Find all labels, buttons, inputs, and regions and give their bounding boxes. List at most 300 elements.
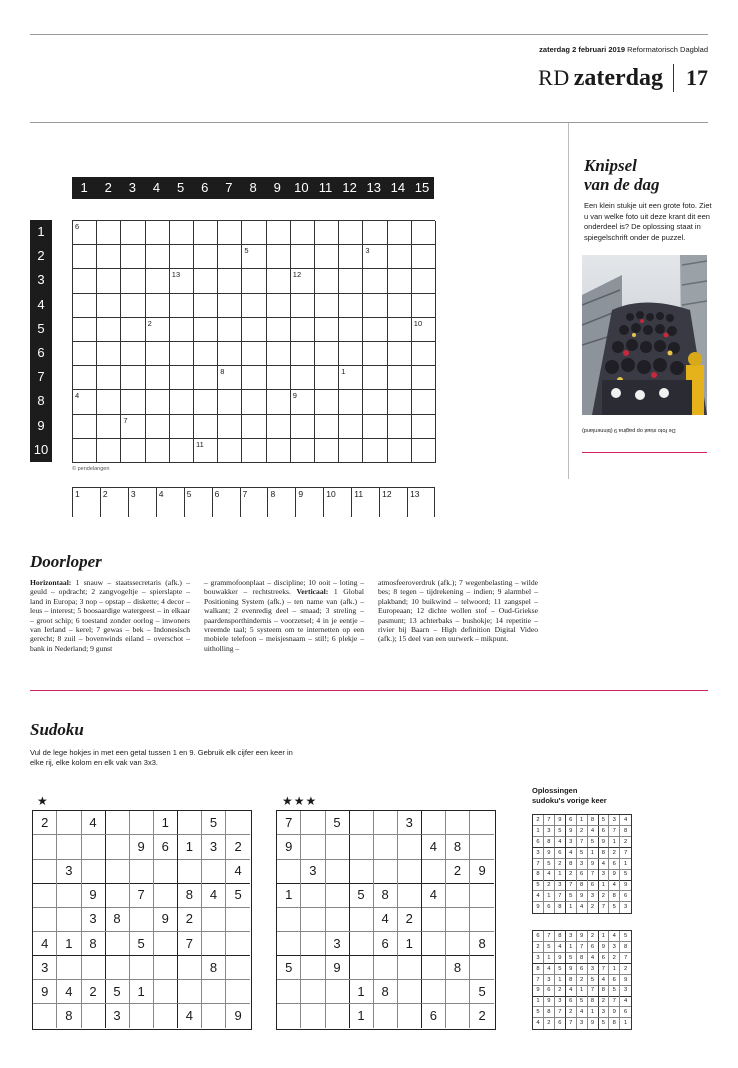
crossword-cell[interactable] (291, 439, 315, 463)
crossword-cell[interactable] (194, 318, 218, 342)
sudoku-cell[interactable] (470, 811, 494, 835)
crossword-cell[interactable] (267, 318, 291, 342)
crossword-cell[interactable] (315, 415, 339, 439)
crossword-cell[interactable] (121, 415, 145, 439)
crossword-cell[interactable] (170, 318, 194, 342)
crossword-cell[interactable] (339, 390, 363, 414)
crossword-cell[interactable] (194, 342, 218, 366)
sudoku-cell[interactable] (178, 811, 202, 835)
crossword-cell[interactable] (218, 221, 242, 245)
sudoku-cell[interactable] (470, 956, 494, 980)
solution-cell[interactable] (295, 488, 323, 517)
crossword-cell[interactable] (291, 342, 315, 366)
sudoku-cell[interactable] (373, 835, 397, 859)
crossword-cell[interactable] (339, 366, 363, 390)
sudoku-cell[interactable]: 1 (398, 932, 422, 956)
sudoku-cell[interactable]: 8 (373, 980, 397, 1004)
sudoku-cell[interactable] (349, 932, 373, 956)
crossword-cell[interactable] (363, 294, 387, 318)
sudoku-cell[interactable]: 4 (373, 907, 397, 931)
crossword-cell[interactable] (315, 318, 339, 342)
crossword-cell[interactable] (242, 318, 266, 342)
sudoku-cell[interactable] (105, 932, 129, 956)
sudoku-cell[interactable]: 5 (277, 956, 301, 980)
crossword-cell[interactable] (291, 415, 315, 439)
sudoku-cell[interactable]: 5 (226, 883, 250, 907)
sudoku-cell[interactable] (325, 980, 349, 1004)
sudoku-cell[interactable] (301, 811, 325, 835)
crossword-cell[interactable] (388, 294, 412, 318)
crossword-cell[interactable] (170, 390, 194, 414)
solution-cell[interactable] (72, 488, 100, 517)
sudoku-cell[interactable]: 3 (202, 835, 226, 859)
crossword-cell[interactable] (73, 294, 97, 318)
sudoku-cell[interactable] (202, 980, 226, 1004)
sudoku-cell[interactable]: 8 (178, 883, 202, 907)
sudoku-cell[interactable] (446, 1004, 470, 1028)
crossword-cell[interactable] (146, 269, 170, 293)
sudoku-cell[interactable] (33, 883, 57, 907)
sudoku-cell[interactable] (301, 956, 325, 980)
crossword-cell[interactable] (73, 221, 97, 245)
crossword-cell[interactable] (97, 294, 121, 318)
sudoku-cell[interactable] (422, 980, 446, 1004)
sudoku-cell[interactable] (277, 859, 301, 883)
crossword-cell[interactable] (291, 390, 315, 414)
sudoku-cell[interactable] (57, 883, 81, 907)
sudoku-cell[interactable] (226, 980, 250, 1004)
crossword-cell[interactable] (146, 415, 170, 439)
sudoku-cell[interactable] (57, 907, 81, 931)
sudoku-cell[interactable] (154, 1004, 178, 1028)
sudoku-cell[interactable] (33, 859, 57, 883)
crossword-grid[interactable] (72, 220, 435, 463)
crossword-cell[interactable] (121, 269, 145, 293)
crossword-cell[interactable] (170, 439, 194, 463)
sudoku-cell[interactable]: 8 (81, 932, 105, 956)
crossword-cell[interactable] (218, 439, 242, 463)
sudoku-cell[interactable]: 5 (105, 980, 129, 1004)
crossword-cell[interactable] (363, 221, 387, 245)
crossword-cell[interactable] (291, 221, 315, 245)
sudoku-cell[interactable]: 4 (33, 932, 57, 956)
crossword-cell[interactable] (194, 221, 218, 245)
crossword-cell[interactable] (412, 415, 436, 439)
sudoku-cell[interactable]: 5 (470, 980, 494, 1004)
sudoku-cell[interactable] (33, 1004, 57, 1028)
crossword-cell[interactable] (388, 415, 412, 439)
sudoku-cell[interactable] (373, 859, 397, 883)
crossword-cell[interactable] (315, 269, 339, 293)
sudoku-cell[interactable] (446, 811, 470, 835)
sudoku-cell[interactable] (129, 811, 153, 835)
crossword-cell[interactable] (97, 366, 121, 390)
crossword-cell[interactable] (363, 390, 387, 414)
crossword-cell[interactable] (242, 245, 266, 269)
sudoku-cell[interactable]: 1 (154, 811, 178, 835)
crossword-cell[interactable] (363, 366, 387, 390)
sudoku-cell[interactable]: 3 (57, 859, 81, 883)
solution-cell[interactable] (323, 488, 351, 517)
crossword-cell[interactable] (242, 342, 266, 366)
crossword-cell[interactable] (339, 221, 363, 245)
sudoku-cell[interactable] (349, 956, 373, 980)
sudoku-cell[interactable]: 9 (234, 1007, 242, 1023)
sudoku-cell[interactable] (349, 859, 373, 883)
crossword-cell[interactable] (339, 439, 363, 463)
crossword-cell[interactable] (194, 269, 218, 293)
sudoku-cell[interactable] (398, 956, 422, 980)
sudoku-cell[interactable]: 3 (301, 859, 325, 883)
crossword-cell[interactable] (121, 294, 145, 318)
crossword-cell[interactable] (242, 221, 266, 245)
solution-cell[interactable] (156, 488, 184, 517)
crossword-cell[interactable] (97, 245, 121, 269)
sudoku-cell[interactable] (129, 859, 153, 883)
sudoku-cell[interactable] (325, 883, 349, 907)
sudoku-cell[interactable]: 2 (33, 811, 57, 835)
crossword-cell[interactable] (267, 415, 291, 439)
crossword-cell[interactable] (412, 245, 436, 269)
sudoku-cell[interactable] (33, 907, 57, 931)
crossword-cell[interactable] (121, 342, 145, 366)
crossword-cell[interactable] (73, 415, 97, 439)
sudoku-cell[interactable]: 8 (202, 956, 226, 980)
sudoku-cell[interactable]: 9 (154, 907, 178, 931)
sudoku-cell[interactable] (373, 811, 397, 835)
sudoku-cell[interactable] (178, 956, 202, 980)
crossword-cell[interactable] (242, 269, 266, 293)
crossword-cell[interactable] (267, 390, 291, 414)
crossword-cell[interactable] (363, 415, 387, 439)
sudoku-cell[interactable] (277, 907, 301, 931)
crossword-cell[interactable] (388, 318, 412, 342)
crossword-cell[interactable] (121, 221, 145, 245)
sudoku-cell[interactable] (129, 1004, 153, 1028)
crossword-cell[interactable] (339, 415, 363, 439)
crossword-cell[interactable] (242, 390, 266, 414)
sudoku-cell[interactable]: 4 (178, 1004, 202, 1028)
sudoku-cell[interactable]: 9 (81, 883, 105, 907)
solution-cell[interactable] (240, 488, 268, 517)
crossword-cell[interactable] (121, 245, 145, 269)
crossword-cell[interactable] (218, 342, 242, 366)
crossword-cell[interactable] (363, 318, 387, 342)
sudoku-puzzle-2[interactable] (276, 810, 496, 1030)
crossword-cell[interactable] (194, 245, 218, 269)
sudoku-cell[interactable] (373, 1004, 397, 1028)
sudoku-cell[interactable] (301, 907, 325, 931)
sudoku-cell[interactable] (154, 932, 178, 956)
crossword-cell[interactable] (73, 269, 97, 293)
crossword-cell[interactable] (146, 342, 170, 366)
crossword-cell[interactable] (73, 318, 97, 342)
sudoku-cell[interactable]: 7 (277, 811, 301, 835)
crossword-cell[interactable] (412, 318, 436, 342)
sudoku-cell[interactable] (226, 811, 250, 835)
sudoku-cell[interactable] (398, 1004, 422, 1028)
sudoku-cell[interactable]: 8 (373, 883, 397, 907)
sudoku-cell[interactable]: 2 (446, 859, 470, 883)
sudoku-cell[interactable]: 1 (57, 932, 81, 956)
crossword-cell[interactable] (170, 221, 194, 245)
sudoku-cell[interactable] (226, 956, 250, 980)
sudoku-cell[interactable] (422, 811, 446, 835)
solution-cell[interactable] (100, 488, 128, 517)
crossword-cell[interactable] (267, 294, 291, 318)
crossword-cell[interactable] (363, 245, 387, 269)
sudoku-cell[interactable] (398, 980, 422, 1004)
crossword-cell[interactable] (194, 294, 218, 318)
crossword-cell[interactable] (170, 342, 194, 366)
sudoku-cell[interactable]: 7 (129, 883, 153, 907)
sudoku-cell[interactable] (202, 907, 226, 931)
crossword-cell[interactable] (267, 269, 291, 293)
crossword-cell[interactable] (315, 439, 339, 463)
crossword-cell[interactable] (339, 245, 363, 269)
sudoku-cell[interactable] (105, 811, 129, 835)
crossword-cell[interactable] (194, 415, 218, 439)
crossword-cell[interactable] (388, 245, 412, 269)
sudoku-cell[interactable] (105, 859, 129, 883)
crossword-cell[interactable] (412, 390, 436, 414)
sudoku-cell[interactable] (277, 932, 301, 956)
sudoku-cell[interactable]: 6 (373, 932, 397, 956)
crossword-cell[interactable] (412, 294, 436, 318)
crossword-cell[interactable] (267, 366, 291, 390)
crossword-cell[interactable] (170, 294, 194, 318)
crossword-cell[interactable] (291, 245, 315, 269)
crossword-cell[interactable] (146, 366, 170, 390)
sudoku-cell[interactable]: 9 (470, 859, 494, 883)
sudoku-cell[interactable] (154, 859, 178, 883)
sudoku-cell[interactable] (422, 907, 446, 931)
sudoku-cell[interactable] (422, 956, 446, 980)
sudoku-cell[interactable] (301, 932, 325, 956)
sudoku-cell[interactable] (422, 859, 446, 883)
crossword-cell[interactable] (97, 439, 121, 463)
crossword-cell[interactable] (315, 390, 339, 414)
crossword-cell[interactable] (412, 439, 436, 463)
sudoku-cell[interactable] (105, 883, 129, 907)
crossword-cell[interactable] (73, 342, 97, 366)
crossword-cell[interactable] (121, 366, 145, 390)
sudoku-cell[interactable]: 8 (57, 1004, 81, 1028)
sudoku-cell[interactable] (446, 932, 470, 956)
sudoku-cell[interactable] (470, 907, 494, 931)
crossword-cell[interactable] (315, 221, 339, 245)
crossword-cell[interactable] (146, 221, 170, 245)
sudoku-cell[interactable] (446, 980, 470, 1004)
crossword-cell[interactable] (170, 269, 194, 293)
sudoku-cell[interactable] (349, 907, 373, 931)
sudoku-cell[interactable] (277, 980, 301, 1004)
crossword-cell[interactable] (170, 366, 194, 390)
crossword-cell[interactable] (412, 269, 436, 293)
crossword-cell[interactable] (363, 439, 387, 463)
sudoku-cell[interactable] (105, 835, 129, 859)
sudoku-cell[interactable]: 6 (154, 835, 178, 859)
sudoku-cell[interactable] (349, 811, 373, 835)
crossword-cell[interactable] (363, 342, 387, 366)
sudoku-cell[interactable] (325, 859, 349, 883)
sudoku-cell[interactable]: 5 (349, 883, 373, 907)
crossword-cell[interactable] (291, 269, 315, 293)
sudoku-cell[interactable]: 9 (325, 956, 349, 980)
sudoku-cell[interactable] (81, 835, 105, 859)
crossword-cell[interactable] (339, 318, 363, 342)
sudoku-cell[interactable]: 4 (202, 883, 226, 907)
sudoku-cell[interactable]: 4 (81, 811, 105, 835)
sudoku-cell[interactable] (202, 932, 226, 956)
sudoku-cell[interactable] (202, 859, 226, 883)
sudoku-puzzle-1[interactable] (32, 810, 252, 1030)
sudoku-cell[interactable]: 9 (129, 835, 153, 859)
crossword-cell[interactable] (315, 245, 339, 269)
sudoku-cell[interactable]: 3 (398, 811, 422, 835)
crossword-cell[interactable] (121, 390, 145, 414)
sudoku-cell[interactable] (105, 956, 129, 980)
crossword-cell[interactable] (146, 245, 170, 269)
crossword-cell[interactable] (97, 342, 121, 366)
crossword-cell[interactable] (73, 390, 97, 414)
sudoku-cell[interactable]: 4 (422, 883, 446, 907)
sudoku-cell[interactable]: 4 (422, 835, 446, 859)
crossword-cell[interactable] (97, 318, 121, 342)
crossword-cell[interactable] (388, 342, 412, 366)
solution-cell[interactable] (351, 488, 379, 517)
sudoku-cell[interactable]: 4 (226, 859, 250, 883)
crossword-cell[interactable] (97, 221, 121, 245)
crossword-cell[interactable] (363, 269, 387, 293)
crossword-cell[interactable] (242, 439, 266, 463)
crossword-cell[interactable] (388, 221, 412, 245)
sudoku-cell[interactable]: 3 (81, 907, 105, 931)
sudoku-cell[interactable]: 7 (178, 932, 202, 956)
solution-cell[interactable] (407, 488, 435, 517)
sudoku-cell[interactable] (81, 859, 105, 883)
sudoku-cell[interactable]: 2 (81, 980, 105, 1004)
crossword-cell[interactable] (267, 245, 291, 269)
sudoku-cell[interactable] (398, 835, 422, 859)
crossword-cell[interactable] (146, 318, 170, 342)
solution-cell[interactable] (184, 488, 212, 517)
sudoku-cell[interactable]: 3 (33, 956, 57, 980)
crossword-cell[interactable] (339, 269, 363, 293)
sudoku-cell[interactable]: 1 (178, 835, 202, 859)
crossword-cell[interactable] (146, 294, 170, 318)
crossword-cell[interactable] (194, 439, 218, 463)
crossword-cell[interactable] (242, 415, 266, 439)
sudoku-cell[interactable]: 6 (422, 1004, 446, 1028)
sudoku-cell[interactable] (154, 980, 178, 1004)
sudoku-cell[interactable] (202, 1004, 226, 1028)
sudoku-cell[interactable]: 1 (277, 883, 301, 907)
crossword-cell[interactable] (146, 390, 170, 414)
crossword-cell[interactable] (315, 342, 339, 366)
sudoku-cell[interactable] (373, 956, 397, 980)
sudoku-cell[interactable] (325, 907, 349, 931)
sudoku-cell[interactable] (325, 1004, 349, 1028)
sudoku-cell[interactable] (178, 980, 202, 1004)
sudoku-cell[interactable] (398, 859, 422, 883)
sudoku-cell[interactable] (129, 907, 153, 931)
sudoku-cell[interactable] (422, 932, 446, 956)
crossword-cell[interactable] (194, 390, 218, 414)
crossword-cell[interactable] (339, 342, 363, 366)
crossword-solution-row[interactable] (72, 487, 435, 516)
crossword-cell[interactable] (97, 390, 121, 414)
solution-cell[interactable] (267, 488, 295, 517)
sudoku-cell[interactable] (57, 835, 81, 859)
crossword-cell[interactable] (194, 366, 218, 390)
sudoku-cell[interactable] (226, 907, 250, 931)
sudoku-cell[interactable]: 2 (478, 1007, 486, 1023)
crossword-cell[interactable] (267, 439, 291, 463)
crossword-cell[interactable] (73, 366, 97, 390)
crossword-cell[interactable] (97, 415, 121, 439)
sudoku-cell[interactable]: 5 (129, 932, 153, 956)
sudoku-cell[interactable] (57, 956, 81, 980)
crossword-cell[interactable] (291, 318, 315, 342)
solution-cell[interactable] (212, 488, 240, 517)
crossword-cell[interactable] (218, 366, 242, 390)
crossword-cell[interactable] (218, 318, 242, 342)
crossword-cell[interactable] (218, 294, 242, 318)
crossword-cell[interactable] (121, 318, 145, 342)
crossword-cell[interactable] (315, 366, 339, 390)
sudoku-cell[interactable]: 9 (277, 835, 301, 859)
sudoku-cell[interactable] (154, 956, 178, 980)
sudoku-cell[interactable]: 2 (178, 907, 202, 931)
sudoku-cell[interactable]: 8 (105, 907, 129, 931)
sudoku-cell[interactable] (446, 907, 470, 931)
sudoku-cell[interactable] (301, 883, 325, 907)
crossword-cell[interactable] (412, 221, 436, 245)
crossword-cell[interactable] (218, 245, 242, 269)
crossword-cell[interactable] (388, 439, 412, 463)
crossword-cell[interactable] (291, 366, 315, 390)
crossword-cell[interactable] (73, 439, 97, 463)
sudoku-cell[interactable] (446, 883, 470, 907)
crossword-cell[interactable] (339, 294, 363, 318)
sudoku-cell[interactable]: 1 (349, 1004, 373, 1028)
sudoku-cell[interactable]: 3 (105, 1004, 129, 1028)
sudoku-cell[interactable] (301, 1004, 325, 1028)
sudoku-cell[interactable] (33, 835, 57, 859)
crossword-cell[interactable] (412, 342, 436, 366)
crossword-cell[interactable] (170, 245, 194, 269)
sudoku-cell[interactable]: 4 (57, 980, 81, 1004)
sudoku-cell[interactable] (470, 883, 494, 907)
crossword-cell[interactable] (218, 390, 242, 414)
sudoku-cell[interactable] (178, 859, 202, 883)
sudoku-cell[interactable]: 8 (446, 956, 470, 980)
sudoku-cell[interactable]: 5 (202, 811, 226, 835)
sudoku-cell[interactable] (398, 883, 422, 907)
sudoku-cell[interactable]: 8 (446, 835, 470, 859)
sudoku-cell[interactable] (325, 835, 349, 859)
crossword-cell[interactable] (267, 221, 291, 245)
sudoku-cell[interactable]: 2 (398, 907, 422, 931)
sudoku-cell[interactable] (349, 835, 373, 859)
crossword-cell[interactable] (315, 294, 339, 318)
crossword-cell[interactable] (242, 294, 266, 318)
sudoku-cell[interactable] (301, 835, 325, 859)
sudoku-cell[interactable]: 5 (325, 811, 349, 835)
crossword-cell[interactable] (242, 366, 266, 390)
sudoku-cell[interactable]: 9 (33, 980, 57, 1004)
